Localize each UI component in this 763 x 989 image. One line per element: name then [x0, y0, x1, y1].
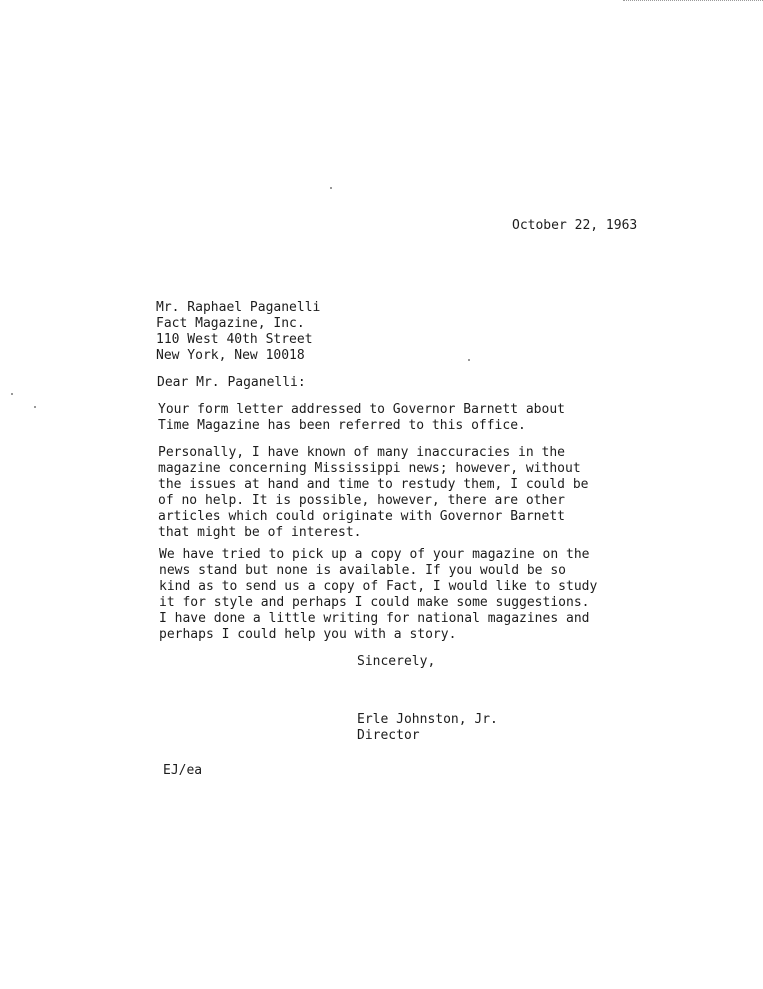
typist-initials: EJ/ea [163, 763, 203, 778]
addressee-line: 110 West 40th Street [156, 332, 313, 347]
signer-name: Erle Johnston, Jr. [357, 712, 498, 727]
signer-title: Director [357, 728, 420, 743]
signature-block [357, 712, 498, 744]
paragraph-line: that might be of interest. [158, 525, 362, 540]
paragraph-line: it for style and perhaps I could make some suggestions. [159, 595, 590, 610]
paragraph-line: news stand but none is available. If you would be so [159, 563, 566, 578]
closing: Sincerely, [357, 654, 436, 669]
scan-edge-marks [623, 0, 763, 3]
paragraph-line: We have tried to pick up a copy of your magazine on the [159, 547, 590, 562]
paragraph-line: Time Magazine has been referred to this office. [158, 418, 526, 433]
scan-speck [330, 187, 332, 189]
paragraph-line: of no help. It is possible, however, there are other [158, 493, 565, 508]
paragraph-line: perhaps I could help you with a story. [159, 627, 457, 642]
paragraph-2 [158, 445, 588, 541]
letter-date: October 22, 1963 [512, 218, 638, 233]
paragraph-line: articles which could originate with Governor Barnett [158, 509, 565, 524]
paragraph-line: I have done a little writing for national magazines and [159, 611, 590, 626]
paragraph-line: the issues at hand and time to restudy them, I could be [158, 477, 589, 492]
scan-speck [468, 359, 470, 361]
paragraph-line: Your form letter addressed to Governor Barnett about [158, 402, 565, 417]
paragraph-3 [159, 547, 597, 643]
addressee-block [156, 300, 320, 364]
addressee-line: Mr. Raphael Paganelli [156, 300, 321, 315]
addressee-line: New York, New 10018 [156, 348, 305, 363]
scan-speck [11, 393, 13, 395]
paragraph-1 [158, 402, 565, 434]
salutation: Dear Mr. Paganelli: [157, 375, 306, 390]
scan-speck [34, 406, 36, 408]
paragraph-line: Personally, I have known of many inaccuracies in the [158, 445, 565, 460]
addressee-line: Fact Magazine, Inc. [156, 316, 305, 331]
paragraph-line: magazine concerning Mississippi news; however, without [158, 461, 581, 476]
paragraph-line: kind as to send us a copy of Fact, I would like to study [159, 579, 598, 594]
